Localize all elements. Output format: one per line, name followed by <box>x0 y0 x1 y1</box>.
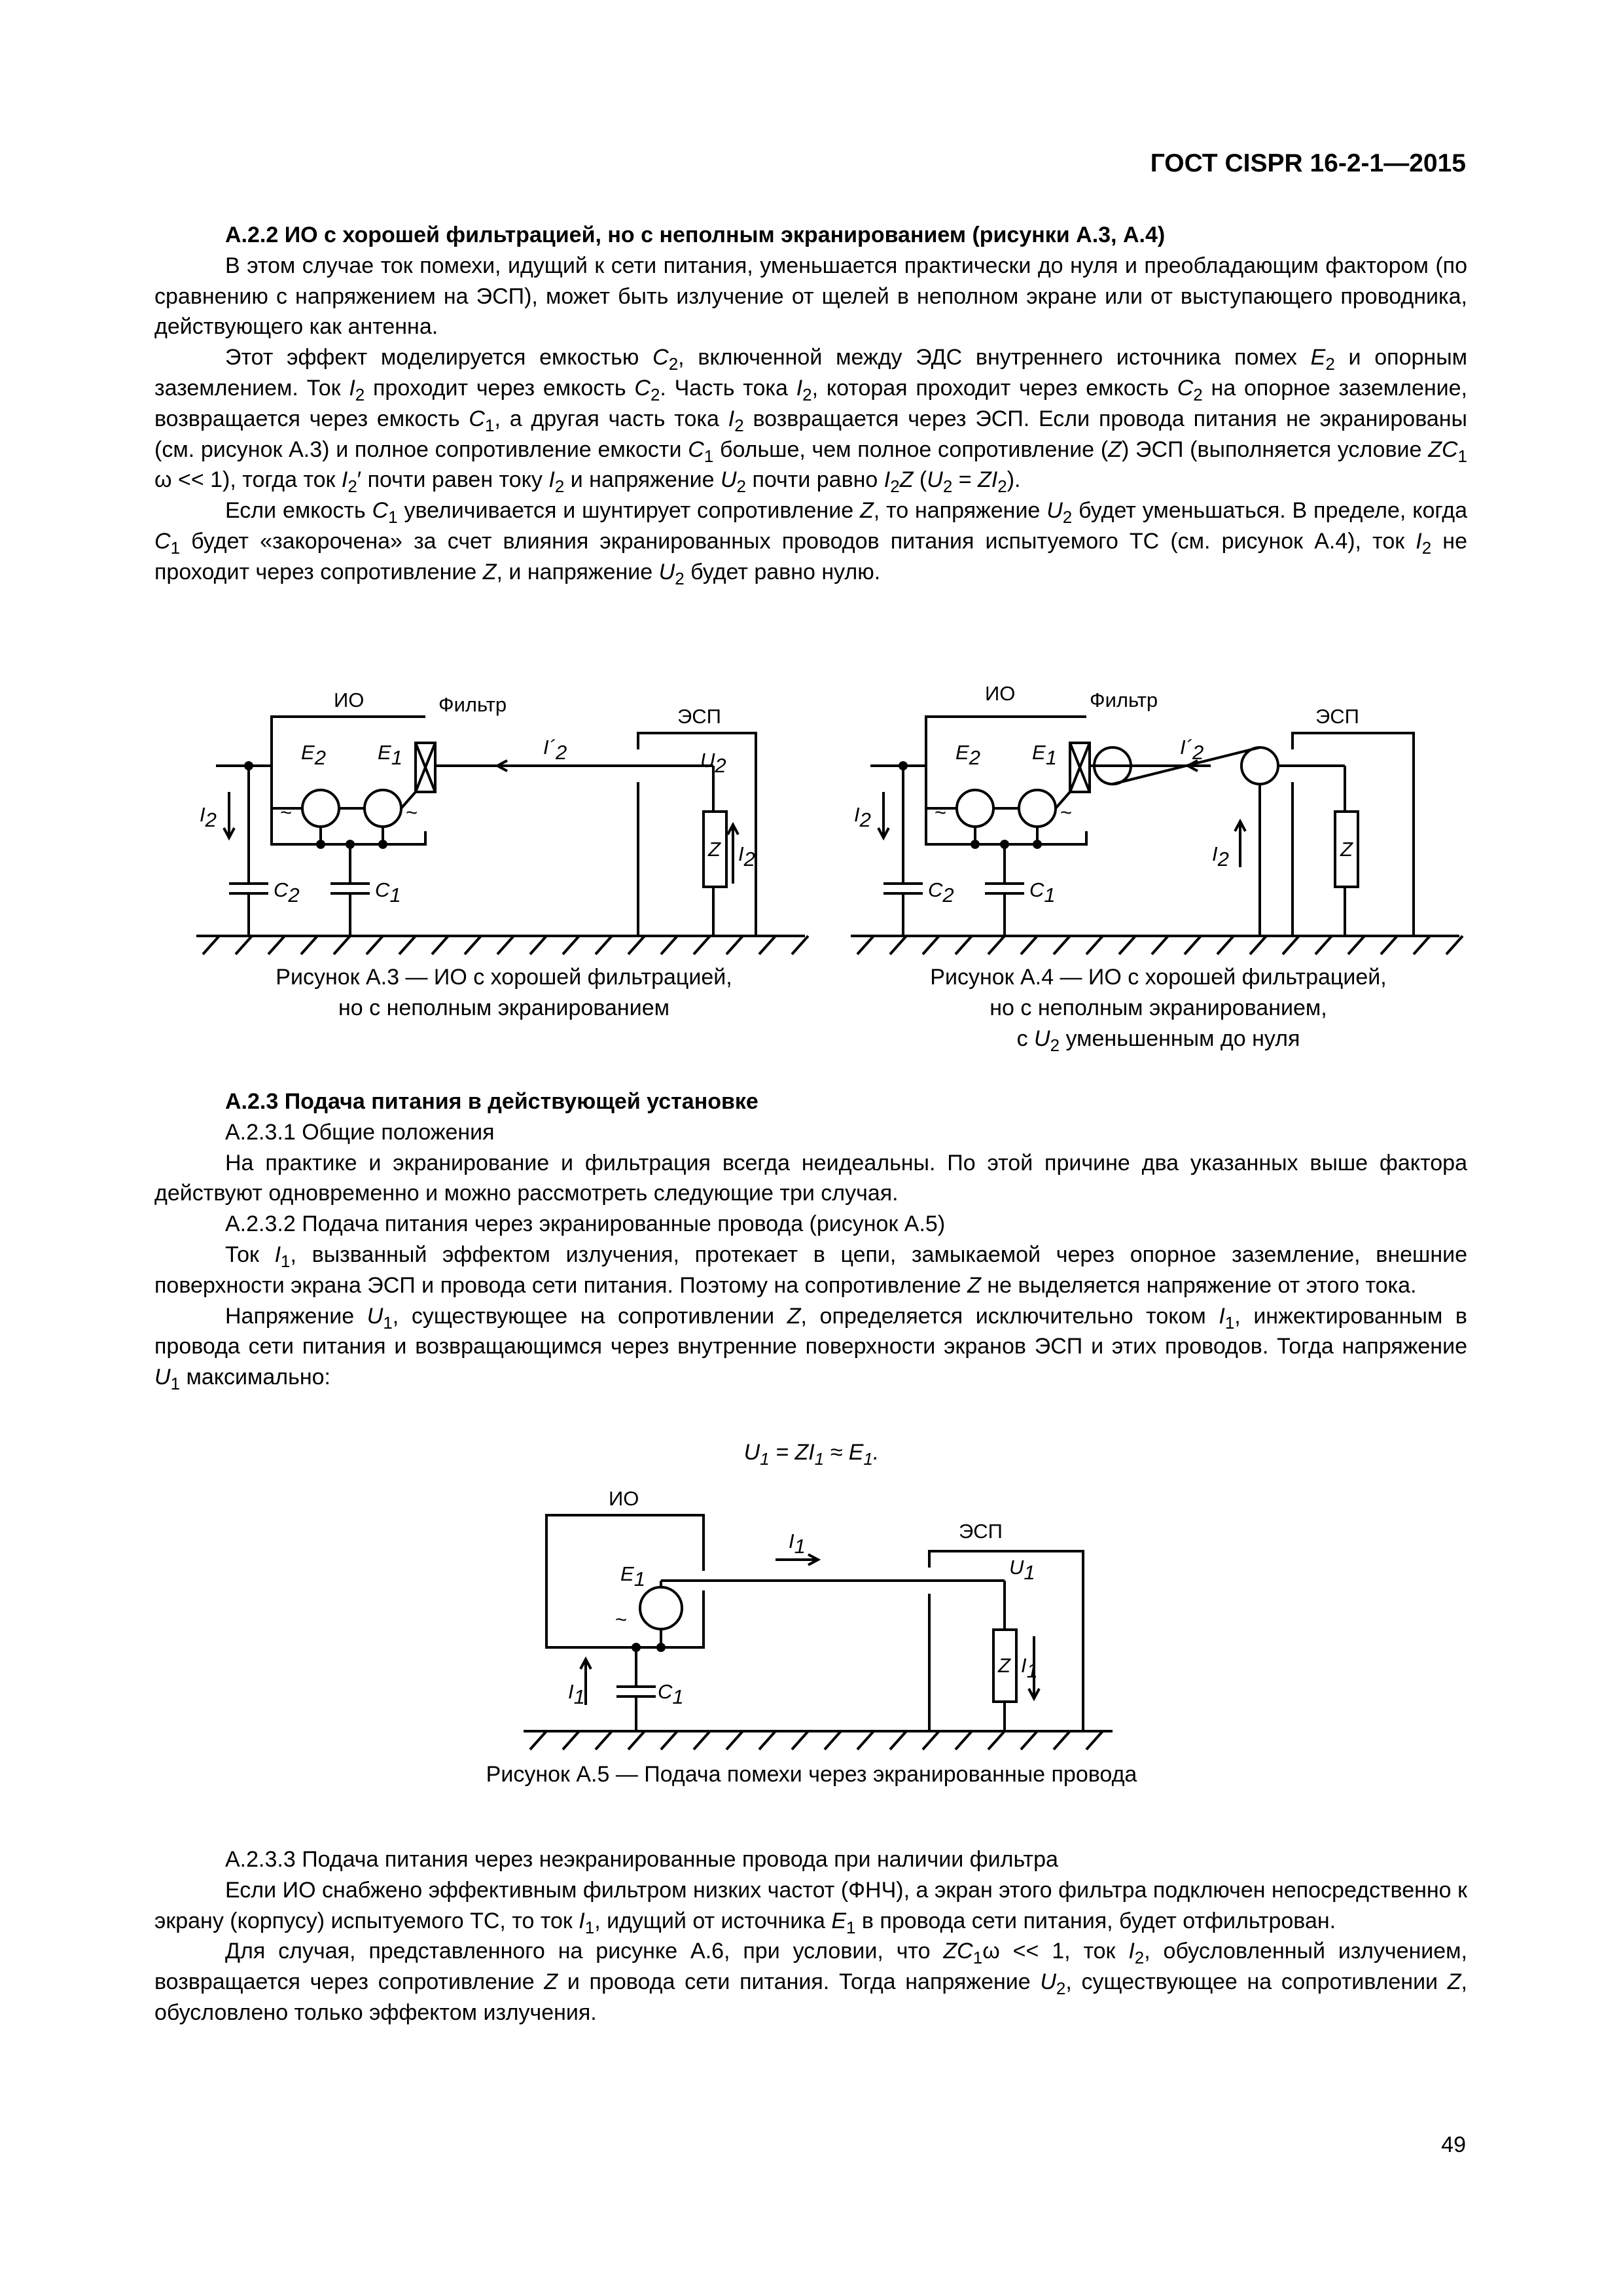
ground-hatching <box>530 1731 1103 1749</box>
label-esp: ЭСП <box>1315 705 1359 728</box>
figure-a5 <box>510 1482 1126 1757</box>
subsection-heading: А.2.3.3 Подача питания через неэкранированные провода при наличии фильтра <box>225 1847 1058 1872</box>
shield-right <box>1241 747 1278 784</box>
label-i2-left: I2 <box>200 803 217 831</box>
label-u1: U1 <box>1009 1556 1035 1584</box>
label-i1-left: I1 <box>568 1680 585 1708</box>
figure-a3-caption: Рисунок А.3 — ИО с хорошей фильтрацией, но с неполным экранированием <box>276 965 732 1020</box>
ground-hatching <box>857 936 1463 954</box>
label-esp: ЭСП <box>677 705 721 728</box>
label-i2-prime: I´2 <box>1180 736 1204 764</box>
label-io: ИО <box>985 682 1016 705</box>
label-i1-right: I1 <box>1021 1654 1038 1682</box>
source-e1 <box>640 1587 682 1629</box>
source-e1 <box>365 790 401 827</box>
paragraph: Ток $I_1$, вызванный эффектом излучения, протекает в цепи, замыкаемой через опорное заземление, внешние поверхности экрана ЭСП и провода сети питания. Поэтому на сопротивление Z не выделяется напряжение от этого тока. <box>154 1242 1467 1298</box>
figure-a3-diagram <box>190 674 818 956</box>
label-e2: E2 <box>955 741 980 769</box>
label-c1: C1 <box>375 878 401 906</box>
page-number: 49 <box>1441 2132 1466 2157</box>
paragraph: Напряжение $U_1$, существующее на сопротивлении Z, определяется исключительно током $I_1$, инжектированным в провода сети питания и возвращающимся через внутренние поверхности экранов ЭСП и этих проводов. Тогда напряжение $U_1$ максимально: <box>154 1303 1467 1394</box>
paragraph: Этот эффект моделируется емкостью $C_2$, включенной между ЭДС внутреннего источника помех $E_2$ и опорным заземлением. Ток $I_2$ проходит через емкость $C_2$. Часть тока $I_2$, которая проходит через емкость $C_2$ на опорное заземление, возвращается через емкость $C_1$, а другая часть тока $I_2$ возвращается через ЭСП. Если провода питания не экранированы (см. рисунок А.3) и полное сопротивление емкости $C_1$ больше, чем полное сопротивление (Z) ЭСП (выполняется условие $ZC_1$ ω << 1), тогда ток $I_2'$ почти равен току $I_2$ и напряжение $U_2$ почти равно $I_2Z$ $(U_2 = ZI_2)$. <box>154 345 1468 497</box>
label-filter: Фильтр <box>1090 689 1158 711</box>
subsection-heading: А.2.3.1 Общие положения <box>225 1119 495 1145</box>
label-io: ИО <box>609 1487 639 1510</box>
standard-code: ГОСТ CISPR 16-2-1—2015 <box>1150 149 1466 177</box>
figure-a5-diagram <box>510 1482 1126 1757</box>
label-e1: E1 <box>620 1562 645 1590</box>
label-u2: U2 <box>700 749 726 777</box>
source-e2 <box>957 790 993 827</box>
section-a22 <box>154 220 1467 588</box>
tilde-e1: ~ <box>406 801 418 824</box>
paragraph: На практике и экранирование и фильтрация всегда неидеальны. По этой причине два указанных выше фактора действуют одновременно и можно рассмотреть следующие три случая. <box>154 1150 1467 1206</box>
label-e1: E1 <box>1032 741 1057 769</box>
paragraph: Если ИО снабжено эффективным фильтром низких частот (ФНЧ), а экран этого фильтра подключен непосредственно к экрану (корпусу) испытуемого ТС, то ток $I_1$, идущий от источника $E_1$ в провода сети питания, будет отфильтрован. <box>154 1877 1467 1937</box>
tilde-e2: ~ <box>935 801 947 824</box>
label-e2: E2 <box>301 741 326 769</box>
ground-hatching <box>203 936 808 954</box>
figure-a3 <box>190 674 818 956</box>
paragraph: Если емкость $C_1$ увеличивается и шунтирует сопротивление Z, то напряжение $U_2$ будет уменьшаться. В пределе, когда $C_1$ будет «закорочена» за счет влияния экранированных проводов питания испытуемого ТС (см. рисунок А.4), ток $I_2$ не проходит через сопротивление Z, и напряжение $U_2$ будет равно нулю. <box>154 498 1467 588</box>
section-a233 <box>154 1844 1467 2028</box>
label-z: Z <box>1340 838 1353 861</box>
label-c2: C2 <box>928 878 954 906</box>
label-c2: C2 <box>274 878 300 906</box>
label-filter: Фильтр <box>438 693 507 716</box>
tilde-e1: ~ <box>1060 801 1073 824</box>
figure-a4-caption: Рисунок А.4 — ИО с хорошей фильтрацией, но с неполным экранированием, с $U_2$ уменьшенным до нуля <box>930 965 1387 1055</box>
label-c1: C1 <box>1029 878 1056 906</box>
figure-a4 <box>844 674 1472 956</box>
figure-a5-caption: Рисунок А.5 — Подача помехи через экранированные провода <box>486 1762 1137 1787</box>
label-i2-prime: I´2 <box>543 736 567 764</box>
tilde-e2: ~ <box>280 801 293 824</box>
label-z: Z <box>708 838 721 861</box>
label-esp: ЭСП <box>959 1520 1003 1543</box>
paragraph: Для случая, представленного на рисунке А.6, при условии, что $ZC_1\omega << 1$, ток $I_2$, обусловленный излучением, возвращается через сопротивление Z и провода сети питания. Тогда напряжение $U_2$, существующее на сопротивлении Z, обусловлено только эффектом излучения. <box>154 1939 1468 2025</box>
label-e1: E1 <box>378 741 402 769</box>
paragraph: В этом случае ток помехи, идущий к сети питания, уменьшается практически до нуля и преобладающим фактором (по сравнению с напряжением на ЭСП), может быть излучение от щелей в неполном экране или от выступающего проводника, действующего как антенна. <box>154 253 1467 340</box>
section-heading: А.2.3 Подача питания в действующей установке <box>225 1089 758 1114</box>
formula-u1: $U_1 = ZI_1 \approx E_1$. <box>743 1440 880 1469</box>
label-z: Z <box>998 1654 1010 1677</box>
source-e1 <box>1019 790 1056 827</box>
section-heading: А.2.2 ИО с хорошей фильтрацией, но с неполным экранированием (рисунки А.3, А.4) <box>225 223 1166 247</box>
source-e2 <box>302 790 339 827</box>
label-io: ИО <box>334 689 365 711</box>
label-i2-left: I2 <box>854 803 871 831</box>
label-i2-right: I2 <box>738 842 755 870</box>
section-a23 <box>154 1086 1467 1393</box>
subsection-heading: А.2.3.2 Подача питания через экранированные провода (рисунок А.5) <box>225 1211 946 1237</box>
label-i1-top: I1 <box>789 1530 806 1558</box>
label-i2-right: I2 <box>1212 842 1229 870</box>
figure-a4-diagram <box>844 674 1472 956</box>
tilde-e1: ~ <box>615 1608 628 1631</box>
label-c1: C1 <box>658 1680 684 1708</box>
